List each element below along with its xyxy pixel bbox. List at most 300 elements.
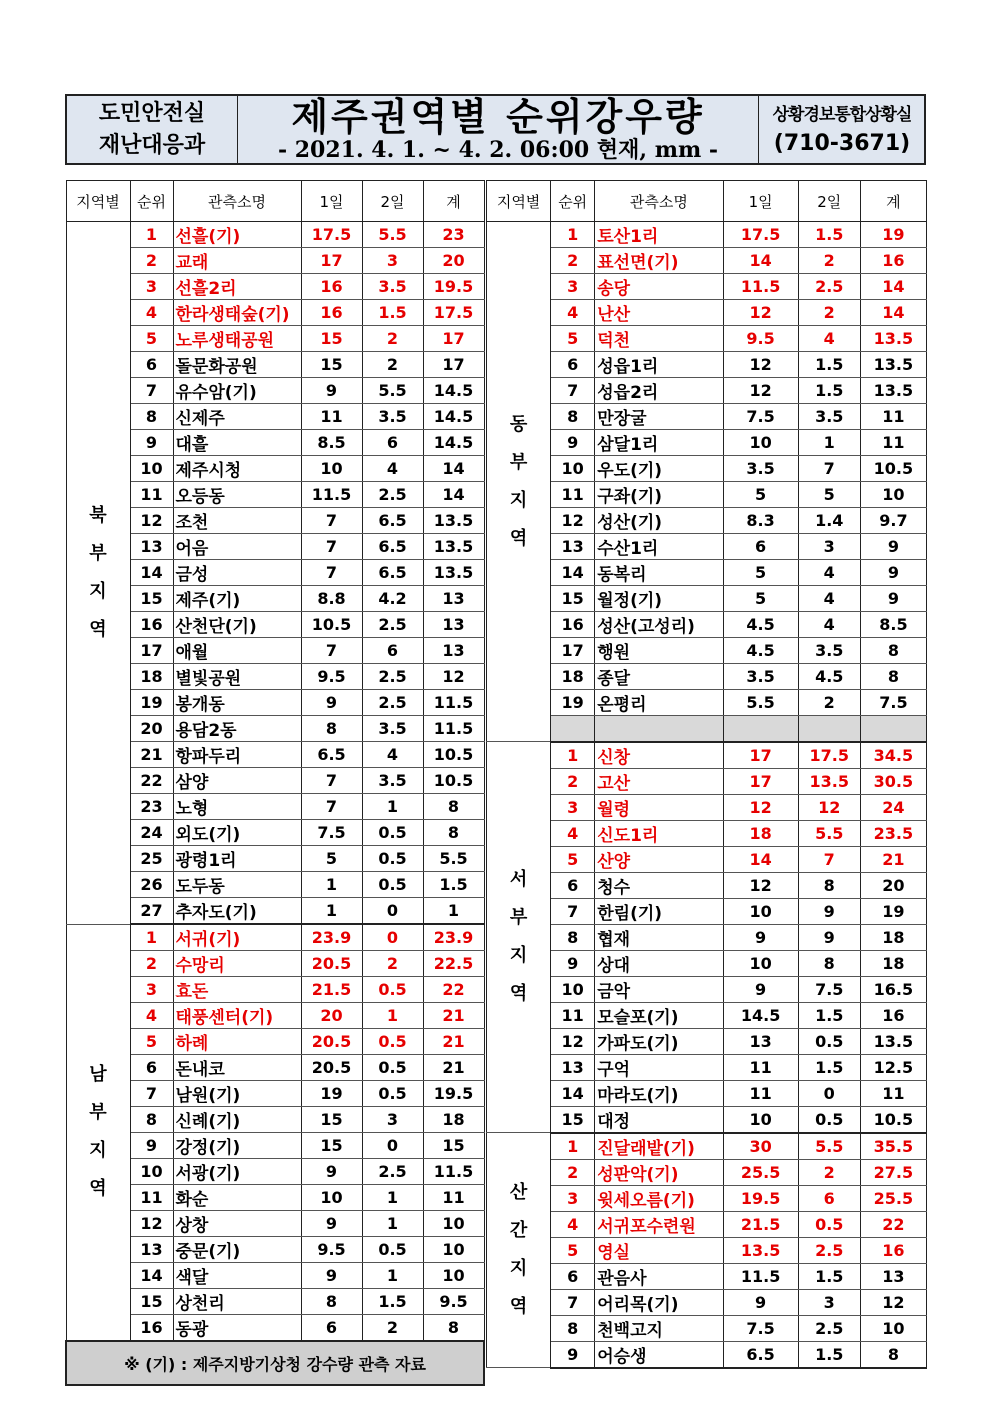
day1-value: 14.5 bbox=[723, 1002, 798, 1028]
day2-value: 2 bbox=[362, 951, 423, 977]
total-value: 10.5 bbox=[423, 768, 484, 794]
station-name: 종달 bbox=[595, 664, 723, 690]
table-row bbox=[487, 560, 927, 586]
department-block bbox=[67, 96, 238, 163]
org-line-1: 도민안전실 bbox=[98, 100, 206, 126]
day2-value: 1.5 bbox=[362, 300, 423, 326]
day2-value: 7 bbox=[798, 846, 860, 872]
rank-cell: 17 bbox=[130, 638, 173, 664]
rank-cell: 27 bbox=[130, 898, 173, 925]
region-name: 북부지역 bbox=[89, 504, 107, 640]
table-row bbox=[487, 1133, 927, 1160]
day2-value: 3.5 bbox=[362, 768, 423, 794]
station-name: 선흘(기) bbox=[173, 222, 301, 248]
day2-value: 7.5 bbox=[798, 976, 860, 1002]
title-block bbox=[238, 96, 758, 163]
day1-value: 21.5 bbox=[723, 1211, 798, 1237]
table-row bbox=[487, 300, 927, 326]
total-value: 8 bbox=[860, 664, 926, 690]
table-row bbox=[487, 846, 927, 872]
total-value: 10 bbox=[860, 482, 926, 508]
rank-cell: 6 bbox=[551, 872, 595, 898]
rank-cell: 10 bbox=[130, 456, 173, 482]
station-name: 어승생 bbox=[595, 1341, 723, 1368]
day1-value: 9 bbox=[723, 1289, 798, 1315]
day1-value: 3.5 bbox=[723, 456, 798, 482]
rank-cell: 24 bbox=[130, 820, 173, 846]
station-name: 천백고지 bbox=[595, 1315, 723, 1341]
table-row bbox=[487, 248, 927, 274]
rank-cell: 9 bbox=[130, 430, 173, 456]
station-name: 행원 bbox=[595, 638, 723, 664]
day2-value: 2 bbox=[798, 248, 860, 274]
day1-value: 17.5 bbox=[723, 222, 798, 248]
station-name: 화순 bbox=[173, 1185, 301, 1211]
station-name: 서귀포수련원 bbox=[595, 1211, 723, 1237]
rank-cell: 7 bbox=[130, 378, 173, 404]
total-value: 9 bbox=[860, 560, 926, 586]
total-value: 11.5 bbox=[423, 690, 484, 716]
station-name: 고산 bbox=[595, 768, 723, 794]
day1-value: 4.5 bbox=[723, 638, 798, 664]
day2-value: 2.5 bbox=[362, 1159, 423, 1185]
total-value: 23.5 bbox=[860, 820, 926, 846]
station-name: 조천 bbox=[173, 508, 301, 534]
station-name: 삼양 bbox=[173, 768, 301, 794]
rank-cell: 1 bbox=[551, 742, 595, 769]
rank-cell: 15 bbox=[551, 1106, 595, 1133]
day1-value: 9 bbox=[301, 690, 362, 716]
day1-value: 12 bbox=[723, 794, 798, 820]
day1-value: 8.8 bbox=[301, 586, 362, 612]
day1-value: 13 bbox=[723, 1028, 798, 1054]
day2-value: 0 bbox=[362, 898, 423, 925]
table-row bbox=[487, 534, 927, 560]
total-value: 12.5 bbox=[860, 1054, 926, 1080]
day2-value: 3.5 bbox=[362, 404, 423, 430]
day2-value: 2 bbox=[798, 690, 860, 716]
day1-value: 12 bbox=[723, 352, 798, 378]
day1-value: 9 bbox=[723, 976, 798, 1002]
day1-value: 10.5 bbox=[301, 612, 362, 638]
region-name: 서부지역 bbox=[509, 869, 528, 1004]
day1-value: 9 bbox=[301, 1159, 362, 1185]
day2-value: 5.5 bbox=[362, 222, 423, 248]
day2-value: 4 bbox=[798, 326, 860, 352]
station-name: 선흘2리 bbox=[173, 274, 301, 300]
station-name: 동복리 bbox=[595, 560, 723, 586]
day2-value: 0.5 bbox=[362, 1237, 423, 1263]
station-name: 신례(기) bbox=[173, 1107, 301, 1133]
day2-value: 17.5 bbox=[798, 742, 860, 769]
total-value: 19.5 bbox=[423, 1081, 484, 1107]
rank-cell: 4 bbox=[130, 1003, 173, 1029]
station-name: 중문(기) bbox=[173, 1237, 301, 1263]
day2-value: 4 bbox=[798, 612, 860, 638]
day1-value: 10 bbox=[301, 456, 362, 482]
total-value: 34.5 bbox=[860, 742, 926, 769]
station-name: 제주시청 bbox=[173, 456, 301, 482]
day1-value: 12 bbox=[723, 872, 798, 898]
col-rank: 순위 bbox=[551, 181, 595, 222]
station-name: 마라도(기) bbox=[595, 1080, 723, 1106]
station-name: 별빛공원 bbox=[173, 664, 301, 690]
station-name: 가파도(기) bbox=[595, 1028, 723, 1054]
day1-value: 11.5 bbox=[301, 482, 362, 508]
total-value: 10 bbox=[423, 1211, 484, 1237]
rank-cell: 20 bbox=[130, 716, 173, 742]
day1-value: 10 bbox=[301, 1185, 362, 1211]
day1-value: 10 bbox=[723, 430, 798, 456]
day1-value: 23.9 bbox=[301, 924, 362, 951]
office-phone: (710-3671) bbox=[773, 130, 911, 156]
day2-value: 7 bbox=[798, 456, 860, 482]
table-row bbox=[487, 378, 927, 404]
table-row bbox=[487, 352, 927, 378]
day2-value: 5 bbox=[798, 482, 860, 508]
table-row bbox=[487, 820, 927, 846]
rank-cell: 12 bbox=[551, 1028, 595, 1054]
day1-value: 16 bbox=[301, 300, 362, 326]
rank-cell: 10 bbox=[130, 1159, 173, 1185]
total-value: 11 bbox=[860, 430, 926, 456]
station-name: 봉개동 bbox=[173, 690, 301, 716]
rank-cell: 4 bbox=[551, 820, 595, 846]
station-name: 동광 bbox=[173, 1315, 301, 1342]
office-block bbox=[758, 96, 925, 163]
total-value: 14.5 bbox=[423, 378, 484, 404]
day1-value: 6.5 bbox=[301, 742, 362, 768]
station-name: 서광(기) bbox=[173, 1159, 301, 1185]
day2-value: 1 bbox=[362, 1211, 423, 1237]
table-row bbox=[487, 768, 927, 794]
day2-value: 1 bbox=[362, 1003, 423, 1029]
rank-cell: 1 bbox=[551, 1133, 595, 1160]
station-name: 돈내코 bbox=[173, 1055, 301, 1081]
day2-value: 2.5 bbox=[362, 690, 423, 716]
day2-value: 0.5 bbox=[362, 872, 423, 898]
total-value: 23 bbox=[423, 222, 484, 248]
day1-value: 8.3 bbox=[723, 508, 798, 534]
day1-value: 20.5 bbox=[301, 1055, 362, 1081]
day1-value: 12 bbox=[723, 300, 798, 326]
station-name: 관음사 bbox=[595, 1263, 723, 1289]
station-name: 구좌(기) bbox=[595, 482, 723, 508]
station-name: 어음 bbox=[173, 534, 301, 560]
day2-value: 1 bbox=[362, 1263, 423, 1289]
day1-value: 8 bbox=[301, 716, 362, 742]
table-row bbox=[487, 924, 927, 950]
org-line-2: 재난대응과 bbox=[98, 132, 206, 158]
day2-value: 1.4 bbox=[798, 508, 860, 534]
day2-value: 1.5 bbox=[362, 1289, 423, 1315]
station-name: 노형 bbox=[173, 794, 301, 820]
rank-cell: 18 bbox=[551, 664, 595, 690]
total-value: 19 bbox=[860, 898, 926, 924]
total-value: 21 bbox=[423, 1055, 484, 1081]
day2-value: 1 bbox=[362, 1185, 423, 1211]
total-value: 8.5 bbox=[860, 612, 926, 638]
table-row bbox=[487, 950, 927, 976]
rank-cell: 8 bbox=[551, 404, 595, 430]
day2-value: 9 bbox=[798, 924, 860, 950]
total-value: 9 bbox=[860, 534, 926, 560]
total-value: 12 bbox=[860, 1289, 926, 1315]
station-name: 온평리 bbox=[595, 690, 723, 716]
page-title: 제주권역별 순위강우량 bbox=[291, 95, 705, 139]
total-value: 9.5 bbox=[423, 1289, 484, 1315]
day1-value: 10 bbox=[723, 898, 798, 924]
col-station: 관측소명 bbox=[595, 181, 723, 222]
day1-value: 8 bbox=[301, 1289, 362, 1315]
station-name: 용담2동 bbox=[173, 716, 301, 742]
total-value: 1 bbox=[423, 898, 484, 925]
rank-cell: 10 bbox=[551, 456, 595, 482]
station-name: 수산1리 bbox=[595, 534, 723, 560]
station-name: 한라생태숲(기) bbox=[173, 300, 301, 326]
region-label bbox=[487, 222, 551, 742]
station-name: 상대 bbox=[595, 950, 723, 976]
station-name: 윗세오름(기) bbox=[595, 1185, 723, 1211]
day1-value: 13.5 bbox=[723, 1237, 798, 1263]
day1-value: 7 bbox=[301, 768, 362, 794]
station-name: 금성 bbox=[173, 560, 301, 586]
station-name: 광령1리 bbox=[173, 846, 301, 872]
total-value: 14 bbox=[860, 274, 926, 300]
station-name: 삼달1리 bbox=[595, 430, 723, 456]
station-name: 제주(기) bbox=[173, 586, 301, 612]
day1-value: 7.5 bbox=[723, 1315, 798, 1341]
rank-cell: 13 bbox=[551, 1054, 595, 1080]
day1-value: 1 bbox=[301, 872, 362, 898]
rank-cell: 5 bbox=[551, 326, 595, 352]
station-name: 돌문화공원 bbox=[173, 352, 301, 378]
rank-cell: 1 bbox=[551, 222, 595, 248]
station-name: 도두동 bbox=[173, 872, 301, 898]
total-value: 13 bbox=[423, 612, 484, 638]
rank-cell: 2 bbox=[551, 1159, 595, 1185]
rank-cell: 1 bbox=[130, 222, 173, 248]
total-value: 22 bbox=[860, 1211, 926, 1237]
footnote-row bbox=[66, 1341, 484, 1385]
rank-cell: 7 bbox=[130, 1081, 173, 1107]
day1-value: 10 bbox=[723, 950, 798, 976]
total-value: 22.5 bbox=[423, 951, 484, 977]
day2-value: 2 bbox=[798, 300, 860, 326]
station-name: 산양 bbox=[595, 846, 723, 872]
total-value: 10 bbox=[860, 1315, 926, 1341]
day2-value: 0 bbox=[362, 924, 423, 951]
table-row bbox=[487, 222, 927, 248]
table-row bbox=[487, 664, 927, 690]
day1-value: 15 bbox=[301, 352, 362, 378]
station-name: 애월 bbox=[173, 638, 301, 664]
station-name: 교래 bbox=[173, 248, 301, 274]
rank-cell: 6 bbox=[130, 1055, 173, 1081]
station-name: 월령 bbox=[595, 794, 723, 820]
day1-value: 19 bbox=[301, 1081, 362, 1107]
day1-value: 7 bbox=[301, 638, 362, 664]
rank-cell: 11 bbox=[130, 482, 173, 508]
day2-value: 13.5 bbox=[798, 768, 860, 794]
rank-cell: 4 bbox=[551, 1211, 595, 1237]
day1-value: 6 bbox=[723, 534, 798, 560]
day1-value: 7 bbox=[301, 508, 362, 534]
day2-value: 2.5 bbox=[798, 1237, 860, 1263]
table-header-row bbox=[487, 181, 927, 222]
rank-cell: 6 bbox=[551, 352, 595, 378]
total-value: 21 bbox=[860, 846, 926, 872]
station-name: 오등동 bbox=[173, 482, 301, 508]
total-value: 5.5 bbox=[423, 846, 484, 872]
total-value: 19 bbox=[860, 222, 926, 248]
table-row bbox=[487, 482, 927, 508]
blank-row bbox=[487, 716, 927, 742]
day1-value: 17.5 bbox=[301, 222, 362, 248]
table-row bbox=[487, 1106, 927, 1133]
station-name: 성읍1리 bbox=[595, 352, 723, 378]
day1-value: 7.5 bbox=[723, 404, 798, 430]
day2-value: 4.2 bbox=[362, 586, 423, 612]
total-value: 11.5 bbox=[423, 1159, 484, 1185]
blank-cell bbox=[723, 716, 798, 742]
rank-cell: 8 bbox=[130, 1107, 173, 1133]
day2-value: 6.5 bbox=[362, 534, 423, 560]
day1-value: 21.5 bbox=[301, 977, 362, 1003]
station-name: 하례 bbox=[173, 1029, 301, 1055]
table-row bbox=[487, 1211, 927, 1237]
day1-value: 5 bbox=[301, 846, 362, 872]
day1-value: 14 bbox=[723, 846, 798, 872]
table-row bbox=[487, 326, 927, 352]
day2-value: 0 bbox=[798, 1080, 860, 1106]
rank-cell: 5 bbox=[130, 1029, 173, 1055]
col-station: 관측소명 bbox=[173, 181, 301, 222]
day2-value: 1.5 bbox=[798, 1002, 860, 1028]
total-value: 13.5 bbox=[860, 352, 926, 378]
total-value: 1.5 bbox=[423, 872, 484, 898]
day2-value: 6.5 bbox=[362, 508, 423, 534]
day1-value: 16 bbox=[301, 274, 362, 300]
day1-value: 6.5 bbox=[723, 1341, 798, 1368]
day1-value: 5 bbox=[723, 586, 798, 612]
day2-value: 2 bbox=[798, 1159, 860, 1185]
day2-value: 4.5 bbox=[798, 664, 860, 690]
table-row bbox=[487, 1315, 927, 1341]
blank-cell bbox=[798, 716, 860, 742]
day2-value: 1.5 bbox=[798, 378, 860, 404]
table-row bbox=[487, 1185, 927, 1211]
total-value: 20 bbox=[423, 248, 484, 274]
col-total: 계 bbox=[423, 181, 484, 222]
total-value: 30.5 bbox=[860, 768, 926, 794]
day1-value: 7.5 bbox=[301, 820, 362, 846]
station-name: 노루생태공원 bbox=[173, 326, 301, 352]
blank-cell bbox=[595, 716, 723, 742]
day1-value: 18 bbox=[723, 820, 798, 846]
total-value: 35.5 bbox=[860, 1133, 926, 1160]
table-row bbox=[487, 794, 927, 820]
total-value: 9.7 bbox=[860, 508, 926, 534]
day2-value: 1.5 bbox=[798, 1263, 860, 1289]
rank-cell: 9 bbox=[551, 1341, 595, 1368]
station-name: 색달 bbox=[173, 1263, 301, 1289]
total-value: 10 bbox=[423, 1237, 484, 1263]
total-value: 8 bbox=[860, 638, 926, 664]
total-value: 11 bbox=[860, 404, 926, 430]
station-name: 한림(기) bbox=[595, 898, 723, 924]
total-value: 14.5 bbox=[423, 404, 484, 430]
day2-value: 3 bbox=[798, 534, 860, 560]
rank-cell: 8 bbox=[130, 404, 173, 430]
table-row bbox=[487, 456, 927, 482]
total-value: 18 bbox=[860, 924, 926, 950]
rank-cell: 8 bbox=[551, 1315, 595, 1341]
total-value: 11 bbox=[423, 1185, 484, 1211]
total-value: 16 bbox=[860, 248, 926, 274]
total-value: 10.5 bbox=[860, 1106, 926, 1133]
region-name: 산간지역 bbox=[509, 1182, 528, 1317]
day1-value: 12 bbox=[723, 378, 798, 404]
day2-value: 4 bbox=[798, 586, 860, 612]
total-value: 19.5 bbox=[423, 274, 484, 300]
rank-cell: 12 bbox=[130, 508, 173, 534]
rank-cell: 14 bbox=[130, 1263, 173, 1289]
station-name: 성산(기) bbox=[595, 508, 723, 534]
rank-cell: 26 bbox=[130, 872, 173, 898]
station-name: 월정(기) bbox=[595, 586, 723, 612]
total-value: 13.5 bbox=[423, 560, 484, 586]
day2-value: 2.5 bbox=[798, 274, 860, 300]
total-value: 13 bbox=[423, 638, 484, 664]
rank-cell: 4 bbox=[130, 300, 173, 326]
day2-value: 0.5 bbox=[798, 1106, 860, 1133]
total-value: 24 bbox=[860, 794, 926, 820]
table-row bbox=[487, 1341, 927, 1368]
day1-value: 1 bbox=[301, 898, 362, 925]
total-value: 13.5 bbox=[860, 326, 926, 352]
total-value: 17 bbox=[423, 326, 484, 352]
rank-cell: 5 bbox=[130, 326, 173, 352]
rank-cell: 12 bbox=[130, 1211, 173, 1237]
rank-cell: 11 bbox=[551, 482, 595, 508]
day1-value: 9.5 bbox=[723, 326, 798, 352]
rank-cell: 9 bbox=[551, 430, 595, 456]
day1-value: 17 bbox=[723, 768, 798, 794]
total-value: 8 bbox=[423, 820, 484, 846]
station-name: 외도(기) bbox=[173, 820, 301, 846]
station-name: 청수 bbox=[595, 872, 723, 898]
table-row bbox=[487, 586, 927, 612]
rank-cell: 16 bbox=[130, 1315, 173, 1342]
day2-value: 2 bbox=[362, 352, 423, 378]
table-row bbox=[487, 1237, 927, 1263]
total-value: 13.5 bbox=[860, 1028, 926, 1054]
day1-value: 20.5 bbox=[301, 951, 362, 977]
day2-value: 6 bbox=[362, 638, 423, 664]
day2-value: 1 bbox=[362, 794, 423, 820]
day1-value: 9 bbox=[301, 378, 362, 404]
day2-value: 9 bbox=[798, 898, 860, 924]
station-name: 대정 bbox=[595, 1106, 723, 1133]
station-name: 성판악(기) bbox=[595, 1159, 723, 1185]
total-value: 8 bbox=[860, 1341, 926, 1368]
total-value: 13.5 bbox=[860, 378, 926, 404]
rank-cell: 3 bbox=[130, 274, 173, 300]
station-name: 신도1리 bbox=[595, 820, 723, 846]
day2-value: 0.5 bbox=[362, 820, 423, 846]
rank-cell: 14 bbox=[130, 560, 173, 586]
